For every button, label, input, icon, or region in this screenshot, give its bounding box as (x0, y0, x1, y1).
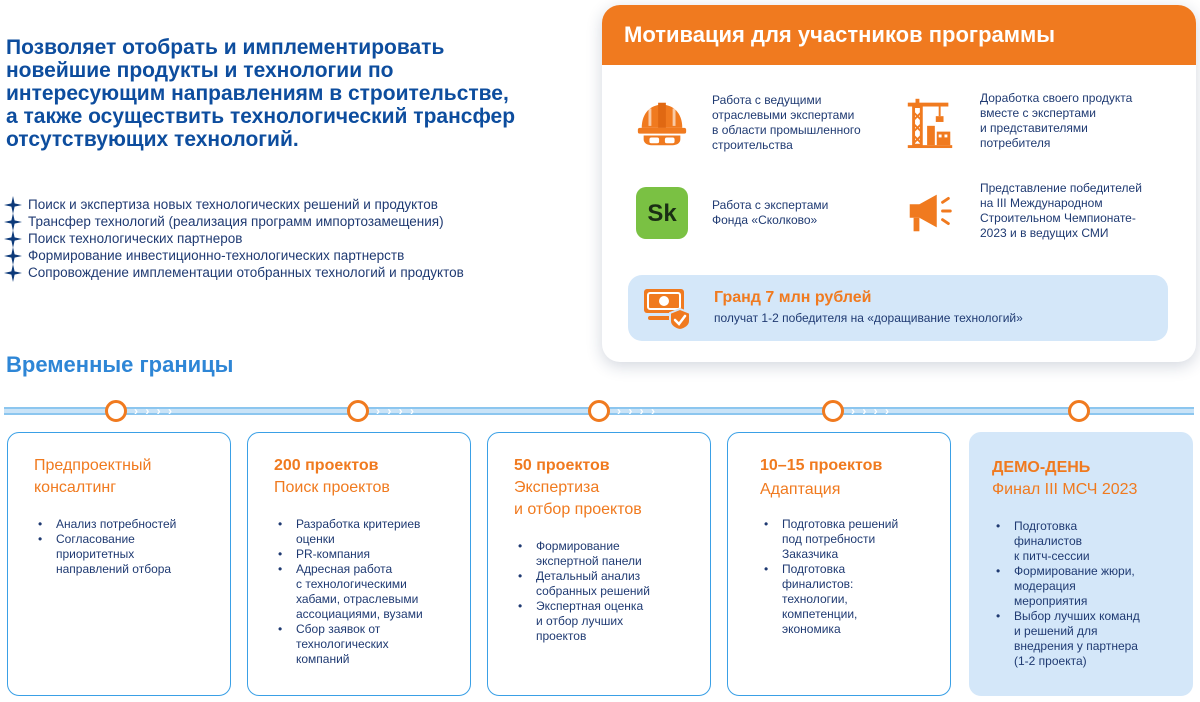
stage-card (247, 432, 471, 696)
intro-heading (6, 36, 596, 151)
timeline-arrows: › › › › (617, 404, 657, 418)
feature-text: Поиск технологических партнеров (28, 231, 243, 246)
sparkle-icon (4, 213, 28, 230)
grant-title: Гранд 7 млн рублей (714, 289, 872, 306)
stage-count: ДЕМО-ДЕНЬ (992, 459, 1091, 476)
hard-hat-icon (634, 95, 690, 151)
stage-item: • Формирование экспертной панели (514, 539, 704, 569)
stage-card (727, 432, 951, 696)
feature-item (4, 196, 594, 213)
stage-item: • Подготовка финалистов: технологии, компетенции, экономика (760, 562, 950, 637)
timeline-arrows: › › › › (134, 404, 174, 418)
intro-line: новейшие продукты и технологии по (6, 59, 394, 82)
stage-list (274, 517, 464, 667)
timeline-bar (0, 402, 1200, 420)
stage-card (487, 432, 711, 696)
stage-heading: Экспертиза и отбор проектов (514, 479, 642, 518)
motivation-card (602, 5, 1196, 362)
feature-text: Сопровождение имплементации отобранных технологий и продуктов (28, 265, 464, 280)
grant-panel (628, 275, 1168, 341)
megaphone-icon (902, 183, 958, 239)
motivation-text: Работа с экспертами Фонда «Сколково» (712, 198, 829, 227)
sparkle-icon (4, 247, 28, 264)
sparkle-icon (4, 230, 28, 247)
feature-text: Трансфер технологий (реализация программ импортозамещения) (28, 214, 444, 229)
grant-subtitle: получат 1-2 победителя на «доращивание технологий» (714, 311, 1023, 325)
stage-list (992, 519, 1182, 669)
feature-list (4, 196, 594, 281)
feature-item (4, 230, 594, 247)
feature-item (4, 264, 594, 281)
stage-card (969, 432, 1193, 696)
intro-line: отсутствующих технологий. (6, 128, 299, 151)
construction-crane-icon (902, 93, 958, 149)
stage-heading: Финал III МСЧ 2023 (992, 481, 1138, 498)
timeline-node (347, 400, 369, 422)
stage-item: • Выбор лучших команд и решений для внедрения у партнера (1-2 проекта) (992, 609, 1182, 669)
skolkovo-logo-text: Sk (647, 200, 677, 227)
timeline-title: Временные границы (6, 352, 234, 377)
stage-heading: Поиск проектов (274, 479, 390, 496)
stage-count: 10–15 проектов (760, 457, 883, 474)
stage-item: • Разработка критериев оценки (274, 517, 464, 547)
stage-list (514, 539, 704, 644)
feature-item (4, 247, 594, 264)
stage-heading: Адаптация (760, 481, 841, 498)
stage-item: • Детальный анализ собранных решений (514, 569, 704, 599)
stage-item: • Согласование приоритетных направлений отбора (34, 532, 224, 577)
motivation-text: Представление победителей на III Международном Строительном Чемпионате- 2023 и в ведущих СМИ (980, 181, 1142, 240)
sparkle-icon (4, 196, 28, 213)
stage-item: • PR-компания (274, 547, 464, 562)
stage-item: • Подготовка финалистов к питч-сессии (992, 519, 1182, 564)
sparkle-icon (4, 264, 28, 281)
stage-item: • Сбор заявок от технологических компаний (274, 622, 464, 667)
stage-count: 200 проектов (274, 457, 379, 474)
motivation-item (902, 91, 1132, 151)
stage-item: • Анализ потребностей (34, 517, 224, 532)
timeline-arrows: › › › › (851, 404, 891, 418)
feature-item (4, 213, 594, 230)
stage-list (760, 517, 950, 637)
timeline-node (1068, 400, 1090, 422)
motivation-item (634, 93, 861, 153)
timeline-arrows: › › › › (376, 404, 416, 418)
intro-line: Позволяет отобрать и имплементировать (6, 36, 445, 59)
stage-count: 50 проектов (514, 457, 610, 474)
stage-card (7, 432, 231, 696)
timeline-node (588, 400, 610, 422)
stage-list (34, 517, 224, 577)
motivation-item (902, 181, 1142, 241)
motivation-title: Мотивация для участников программы (602, 5, 1196, 65)
stage-heading: Предпроектный консалтинг (34, 457, 152, 496)
stage-item: • Экспертная оценка и отбор лучших проектов (514, 599, 704, 644)
intro-line: а также осуществить технологический трансфер (6, 105, 516, 128)
stage-item: • Формирование жюри, модерация мероприятия (992, 564, 1182, 609)
timeline-node (822, 400, 844, 422)
intro-line: интересующим направлениям в строительстве, (6, 82, 509, 105)
motivation-text: Работа с ведущими отраслевыми экспертами в области промышленного строительства (712, 93, 861, 152)
stage-item: • Подготовка решений под потребности Заказчика (760, 517, 950, 562)
stage-item: • Адресная работа с технологическими хабами, отраслевыми ассоциациями, вузами (274, 562, 464, 622)
timeline-node (105, 400, 127, 422)
feature-text: Формирование инвестиционно-технологических партнерств (28, 248, 405, 263)
feature-text: Поиск и экспертиза новых технологических решений и продуктов (28, 197, 438, 212)
motivation-item (634, 185, 828, 241)
skolkovo-logo-icon (634, 185, 690, 241)
motivation-text: Доработка своего продукта вместе с экспертами и представителями потребителя (980, 91, 1133, 150)
money-check-icon (642, 285, 694, 331)
